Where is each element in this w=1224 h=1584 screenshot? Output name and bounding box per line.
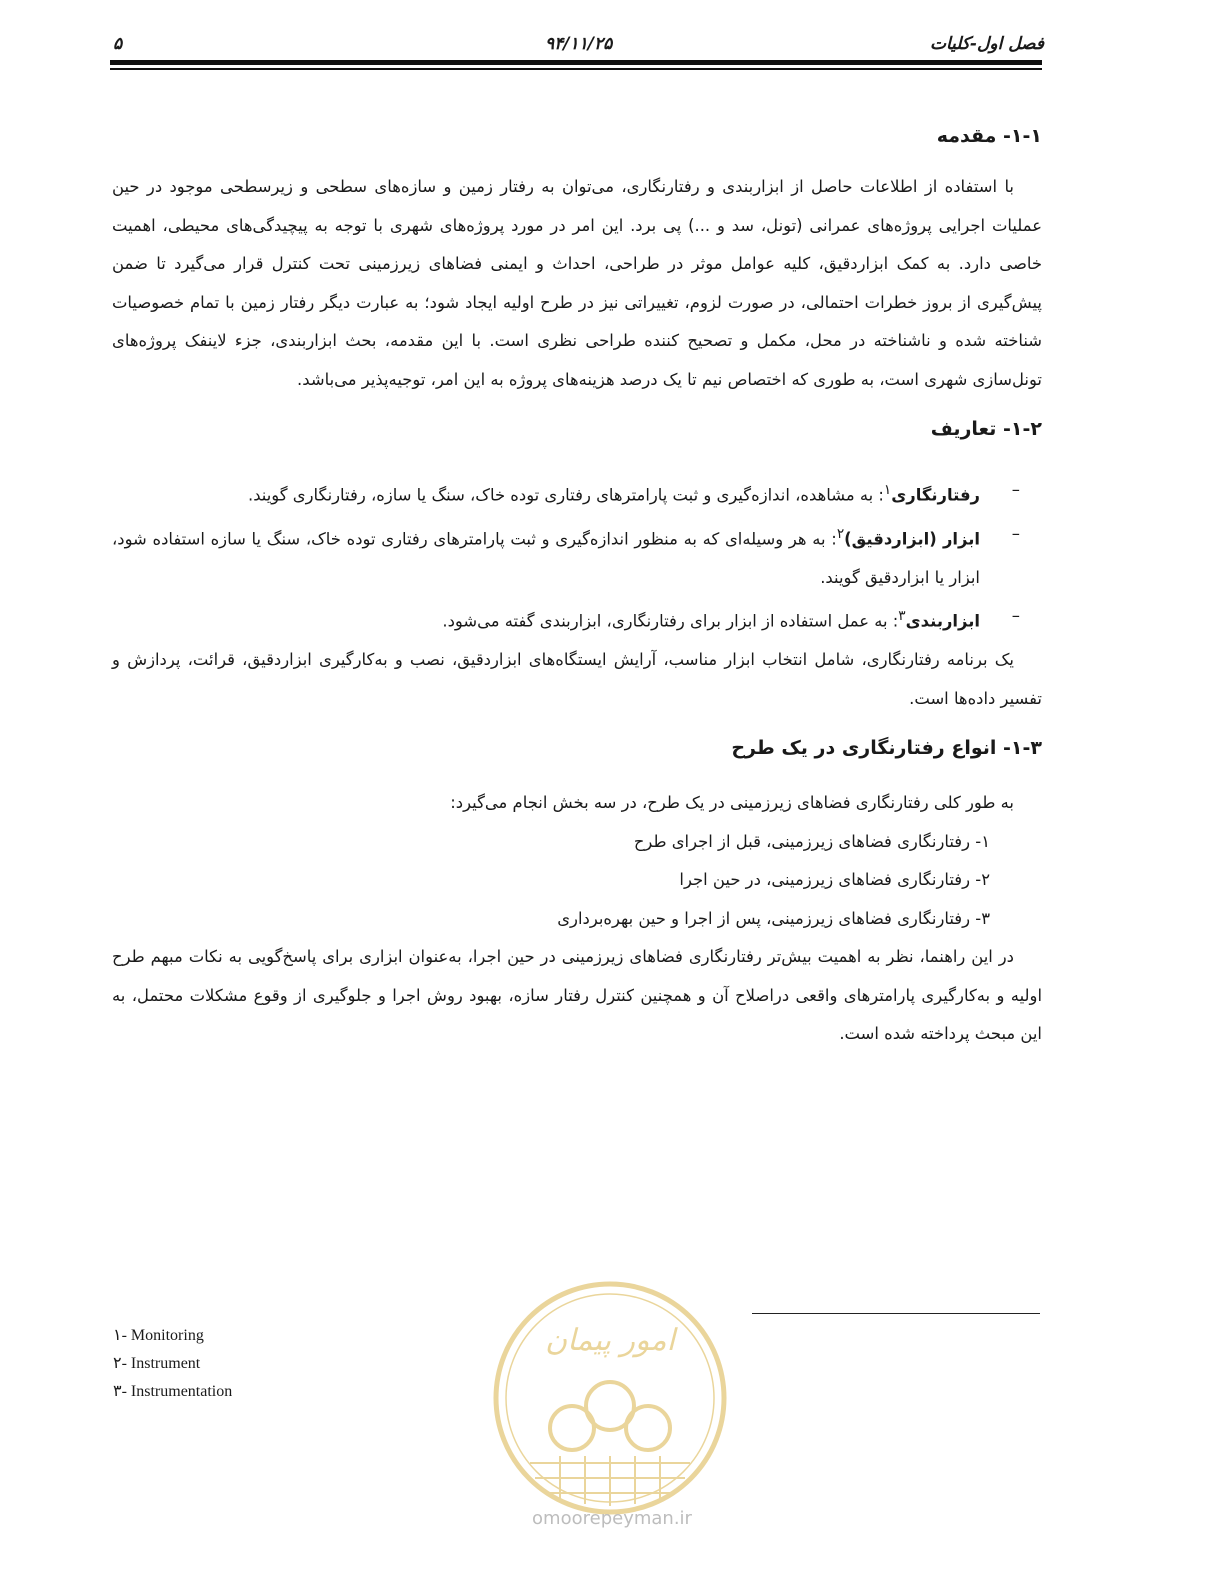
section-heading-types: ۱-۳- انواع رفتارنگاری در یک طرح — [731, 737, 1042, 760]
definitions-list — [112, 471, 1042, 641]
definition-term: رفتارنگاری — [891, 485, 980, 505]
intro-paragraph: با استفاده از اطلاعات حاصل از ابزاربندی و رفتارنگاری، می‌توان به رفتار زمین و سازه‌های سطحی و زیرسطحی موجود در حین عملیات اجرایی پروژه‌های عمرانی (تونل، سد و ...) پی برد. این امر در مورد پروژه‌های شهری با توجه به پیچیدگی‌های محیطی، اهمیت خاصی دارد. به کمک ابزاردقیق، کلیه عوامل موثر در طراحی، احداث و ایمنی فضاهای زیرزمینی تحت کنترل قرار می‌گیرد تا ضمن پیش‌گیری از بروز خطرات احتمالی، در صورت لزوم، تغییراتی نیز در طرح اولیه ایجاد شود؛ به عبارت دیگر رفتار زمین با تمام خصوصیات شناخته شده و ناشناخته در محل، مکمل و تصحیح کننده طراحی نظری است. با این مقدمه، بحث ابزاربندی، جزء لاینفک پروژه‌های تونل‌سازی شهری است، به طوری که اختصاص نیم تا یک درصد هزینه‌های پروژه به این امر، توجیه‌پذیر می‌باشد. — [112, 177, 1042, 389]
main-content — [112, 120, 1042, 1054]
header-rule-thin — [110, 68, 1042, 70]
definition-text: : به عمل استفاده از ابزار برای رفتارنگاری، ابزاربندی گفته می‌شود. — [442, 611, 899, 631]
watermark-site: omoorepeyman.ir — [532, 1508, 692, 1529]
list-item: ۲- رفتارنگاری فضاهای زیرزمینی، در حین اجرا — [679, 870, 990, 890]
types-list — [112, 823, 1042, 939]
footnote-item: ۳- Instrumentation — [113, 1383, 233, 1400]
seal-text: امور پیمان — [545, 1323, 675, 1358]
definition-item — [112, 471, 1042, 515]
definition-item — [112, 597, 1042, 641]
definition-term: ابزار (ابزاردقیق) — [844, 529, 980, 549]
types-paragraph: در این راهنما، نظر به اهمیت بیش‌تر رفتارنگاری فضاهای زیرزمینی در حین اجرا، به‌عنوان ابزاری برای پاسخ‌گویی به نکات مبهم طرح اولیه و به‌کارگیری پارامترهای واقعی دراصلاح آن و همچنین کنترل رفتار سازه، بهبود روش اجرا و جلوگیری از وقوع مشکلات محتمل، به این مبحث پرداخته شده است. — [112, 947, 1042, 1044]
section-heading-definitions: ۱-۲- تعاریف — [930, 418, 1042, 440]
footnote-item: ۱- Monitoring — [113, 1327, 204, 1344]
definition-text: : به مشاهده، اندازه‌گیری و ثبت پارامترهای رفتاری توده خاک، سنگ یا سازه، رفتارنگاری گویند. — [247, 485, 884, 505]
footnote-item: ۲- Instrument — [113, 1355, 201, 1372]
footnote-ref: ۱ — [883, 482, 892, 498]
definition-text: : به هر وسیله‌ای که به منظور اندازه‌گیری و ثبت پارامترهای رفتاری توده خاک، سنگ یا سازه استفاده شود، ابزار یا ابزاردقیق گویند. — [112, 529, 980, 587]
definition-term: ابزاربندی — [905, 611, 980, 631]
definitions-paragraph: یک برنامه رفتارنگاری، شامل انتخاب ابزار مناسب، آرایش ایستگاه‌های ابزاردقیق، نصب و به‌کارگیری ابزاردقیق، قرائت، پردازش و تفسیر داده‌ها است. — [112, 650, 1042, 708]
section-heading-intro: ۱-۱- مقدمه — [936, 125, 1042, 147]
chapter-title: فصل اول-کلیات — [929, 34, 1044, 54]
footnote-ref: ۲ — [836, 525, 845, 542]
footnotes — [113, 1322, 232, 1406]
watermark-seal-icon — [490, 1278, 730, 1518]
list-item: ۳- رفتارنگاری فضاهای زیرزمینی، پس از اجرا و حین بهره‌برداری — [557, 908, 990, 928]
footnote-ref: ۳ — [898, 608, 906, 625]
list-item: ۱- رفتارنگاری فضاهای زیرزمینی، قبل از اجرای طرح — [633, 831, 990, 851]
header-rule-thick — [110, 60, 1042, 65]
page-number: ۵ — [113, 34, 123, 54]
header-date: ۹۴/۱۱/۲۵ — [545, 34, 613, 54]
types-intro: به طور کلی رفتارنگاری فضاهای زیرزمینی در یک طرح، در سه بخش انجام می‌گیرد: — [450, 793, 1014, 813]
footnote-separator — [752, 1313, 1040, 1314]
definition-item — [112, 515, 1042, 597]
